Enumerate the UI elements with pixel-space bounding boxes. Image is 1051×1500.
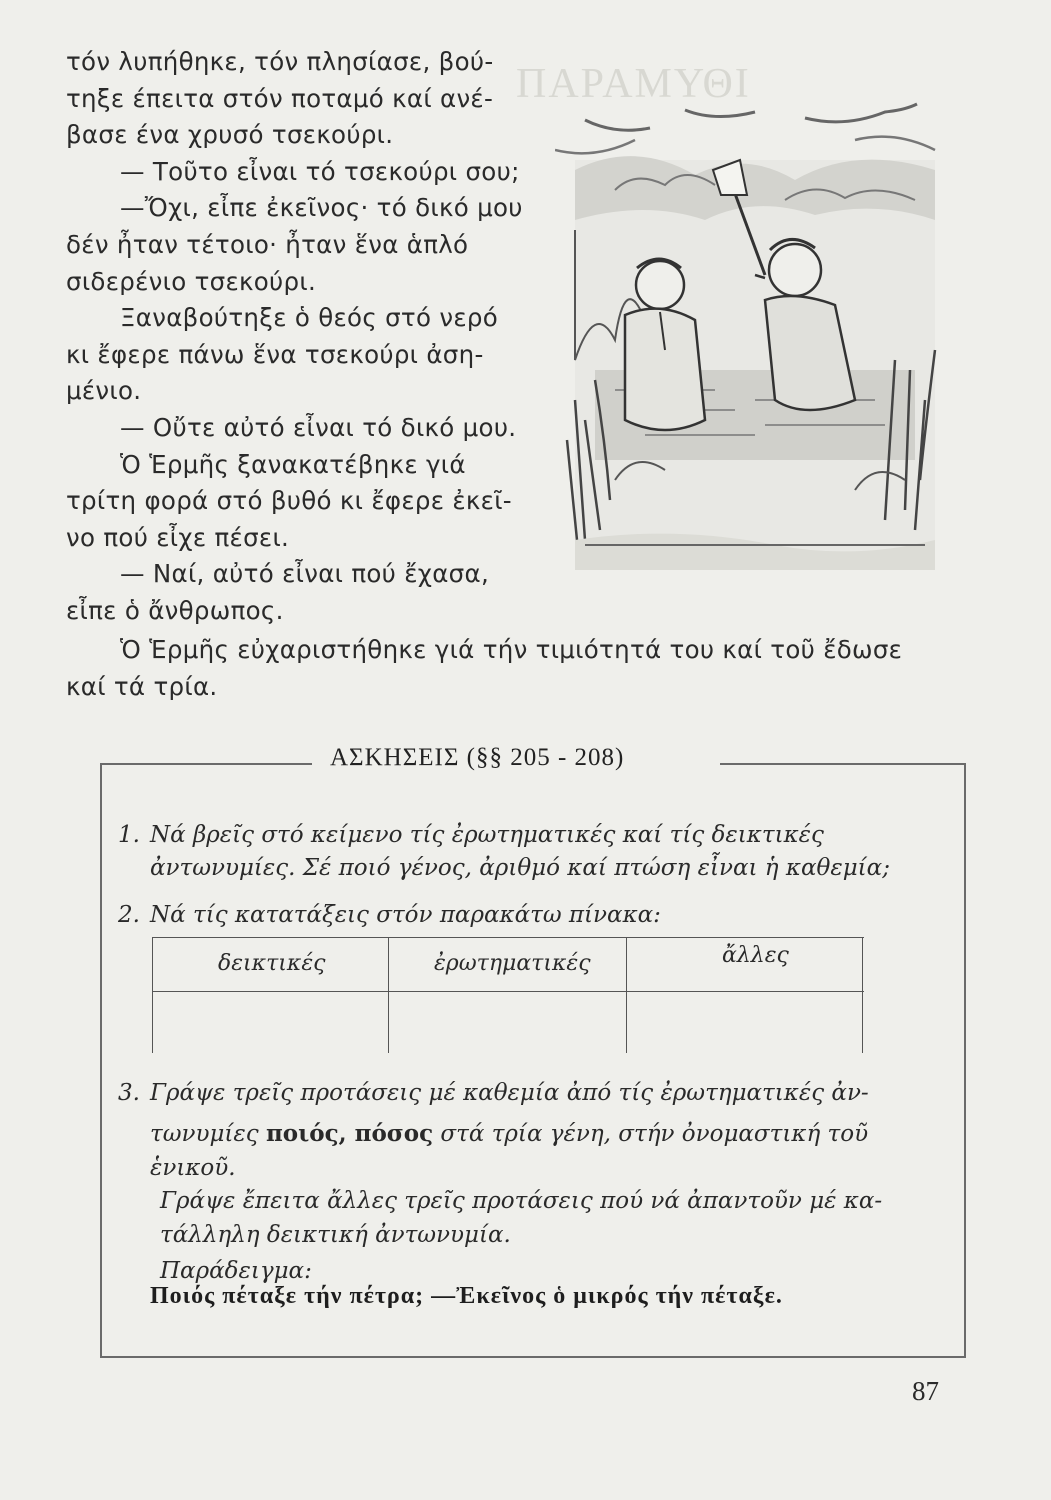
story-line: νο πού εἶχε πέσει. (66, 522, 290, 552)
exercise-1-number: 1. (118, 822, 140, 848)
story-line: καί τά τρία. (66, 671, 218, 701)
exercise-3-line-4: Γράψε ἔπειτα ἄλλες τρεῖς προτάσεις πού νά ἀπαντοῦν μέ κα- (160, 1188, 883, 1214)
story-line: Ὁ Ἑρμῆς ξανακατέβηκε γιά (120, 449, 466, 479)
exercise-3-line-3: ἑνικοῦ. (150, 1155, 236, 1181)
exercise-3-line-1: Γράψε τρεῖς προτάσεις μέ καθεμία ἀπό τίς ἐρωτηματικές ἀν- (150, 1080, 869, 1106)
story-line: τρίτη φορά στό βυθό κι ἔφερε ἐκεῖ- (66, 486, 512, 516)
table-header-other: ἄλλες (722, 943, 789, 968)
exercise-3-line-2b: στά τρία γένη, στήν ὀνομαστική τοῦ (440, 1121, 869, 1147)
table-header-interrogative: ἐρωτηματικές (434, 951, 591, 976)
story-line: κι ἔφερε πάνω ἕνα τσεκούρι ἀση- (66, 339, 484, 369)
story-line: δέν ἦταν τέτοιο· ἦταν ἕνα ἁπλό (66, 229, 469, 259)
classification-table (152, 937, 864, 1053)
exercise-3-line-2 (150, 1120, 868, 1147)
exercise-3-bold-pronouns: ποιός, πόσος (265, 1120, 434, 1147)
show-through-text: ΠΑΡΑΜΥΘΙ (516, 61, 751, 107)
table-header-deictic: δεικτικές (218, 951, 326, 976)
story-line: — Οὔτε αὐτό εἶναι τό δικό μου. (120, 412, 517, 442)
exercise-1-line-2: ἀντωνυμίες. Σέ ποιό γένος, ἀριθμό καί πτώση εἶναι ἡ καθεμία; (150, 855, 890, 881)
exercise-3-line-5: τάλληλη δεικτική ἀντωνυμία. (160, 1222, 511, 1248)
story-line: — Ναί, αὐτό εἶναι πού ἔχασα, (120, 559, 490, 589)
exercise-2-text: Νά τίς κατατάξεις στόν παρακάτω πίνακα: (150, 902, 661, 928)
example-label: Παράδειγμα: (160, 1258, 312, 1284)
story-line: εἶπε ὁ ἄνθρωπος. (66, 595, 284, 625)
story-line: Ὁ Ἑρμῆς εὐχαριστήθηκε γιά τήν τιμιότητά του καί τοῦ ἔδωσε (120, 635, 903, 664)
story-line: σιδερένιο τσεκούρι. (66, 266, 317, 296)
exercise-3-line-2a: τωνυμίες (150, 1121, 259, 1147)
story-line: — Τοῦτο εἶναι τό τσεκούρι σου; (120, 156, 520, 186)
exercise-2-number: 2. (118, 902, 140, 928)
exercises-title: ΑΣΚΗΣΕΙΣ (§§ 205 - 208) (330, 744, 625, 771)
page-number: 87 (912, 1376, 939, 1406)
story-line: τόν λυπήθηκε, τόν πλησίασε, βού- (66, 47, 494, 76)
hermes-woodcutter-illustration (555, 100, 955, 590)
story-text (66, 44, 526, 630)
story-line: βασε ένα χρυσό τσεκούρι. (66, 120, 394, 150)
story-line: —Ὄχι, εἶπε ἐκεῖνος· τό δικό μου (120, 193, 523, 223)
story-text-wide (66, 632, 966, 705)
example-sentence: Ποιός πέταξε τήν πέτρα; —Ἐκεῖνος ὁ μικρός τήν πέταξε. (150, 1283, 783, 1309)
story-line: τηξε έπειτα στόν ποταμό καί ανέ- (66, 83, 494, 113)
exercise-1-line-1: Νά βρεῖς στό κείμενο τίς ἐρωτηματικές καί τίς δεικτικές (150, 822, 824, 848)
story-line: Ξαναβούτηξε ὁ θεός στό νερό (120, 303, 499, 333)
exercise-3-number: 3. (118, 1080, 140, 1106)
story-line: μένιο. (66, 376, 142, 406)
